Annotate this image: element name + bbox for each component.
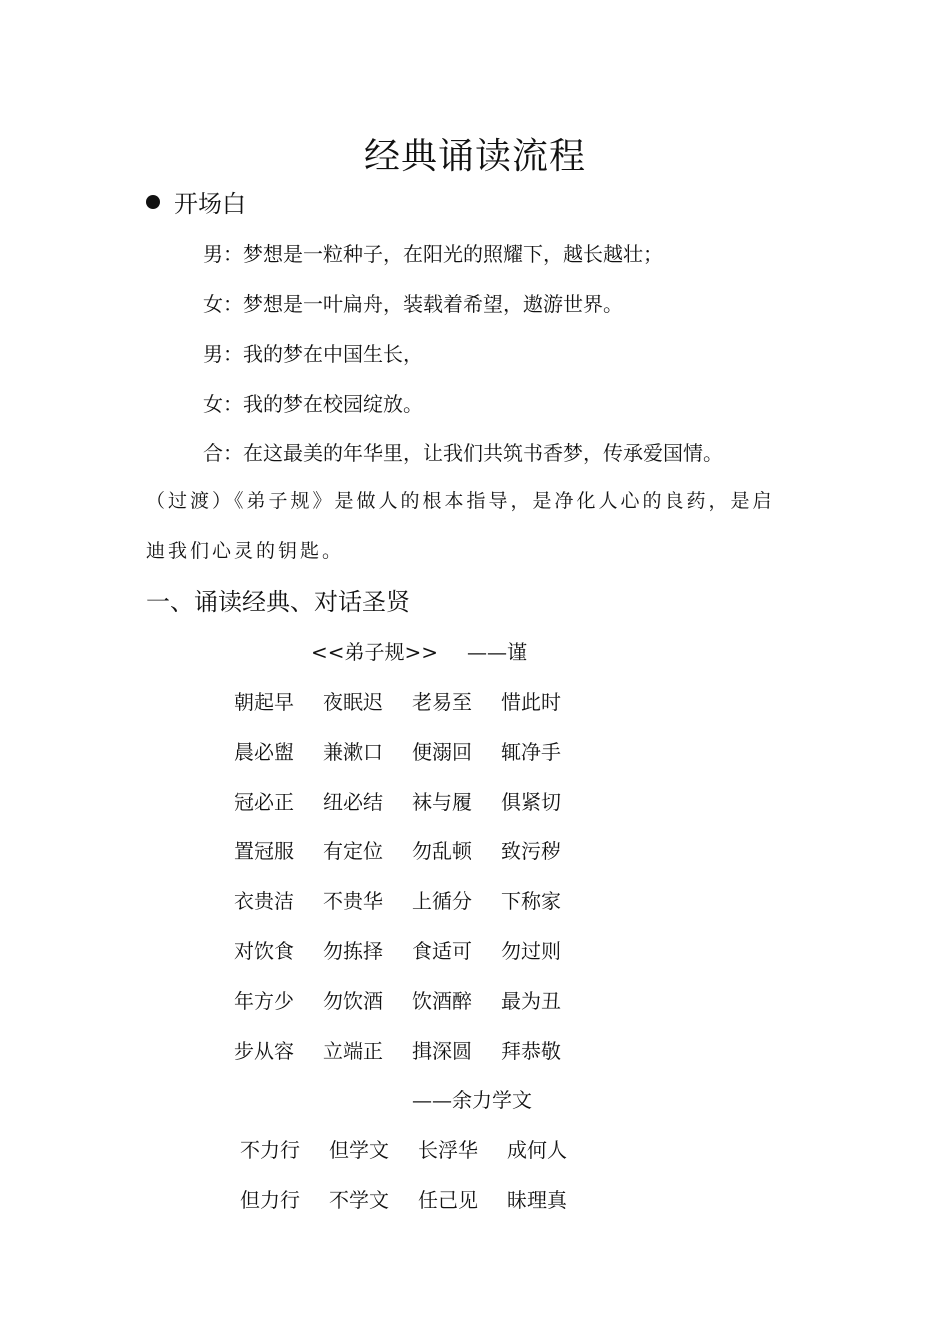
verse-phrase: 勿饮酒 — [323, 989, 383, 1013]
verse-phrase: 勿过则 — [501, 939, 561, 963]
verse-phrase: 兼漱口 — [323, 740, 383, 764]
verse-phrase: 上循分 — [412, 889, 472, 913]
verse-phrase: 成何人 — [507, 1138, 567, 1162]
chapter-heading: ——余力学文 — [412, 1088, 532, 1112]
verse-phrase: 致污秽 — [501, 839, 561, 863]
verse-phrase: 纽必结 — [323, 790, 383, 814]
opening-line: 女：梦想是一叶扁舟，装载着希望，遨游世界。 — [203, 292, 623, 316]
transition-line: （过渡）《弟子规》是做人的根本指导，是净化人心的良药，是启 — [146, 490, 775, 512]
verse-phrase: 有定位 — [323, 839, 383, 863]
transition-line: 迪我们心灵的钥匙。 — [146, 540, 345, 562]
bullet-icon — [146, 195, 160, 209]
opening-line: 男：我的梦在中国生长， — [203, 342, 423, 366]
verse-phrase: 惜此时 — [501, 690, 561, 714]
verse-phrase: 不学文 — [329, 1188, 389, 1212]
verse-phrase: 辄净手 — [501, 740, 561, 764]
verse-phrase: 置冠服 — [234, 839, 294, 863]
verse-phrase: 任己见 — [418, 1188, 478, 1212]
verse-row — [240, 1134, 596, 1163]
verse-phrase: 朝起早 — [234, 690, 294, 714]
verse-phrase: 勿乱顿 — [412, 839, 472, 863]
verse-phrase: 不力行 — [240, 1138, 300, 1162]
verse-phrase: 揖深圆 — [412, 1039, 472, 1063]
verse-phrase: 饮酒醉 — [412, 989, 472, 1013]
verse-phrase: 但力行 — [240, 1188, 300, 1212]
page-title: 经典诵读流程 — [363, 136, 586, 177]
verse-phrase: 步从容 — [234, 1039, 294, 1063]
verse-phrase: 立端正 — [323, 1039, 383, 1063]
verse-phrase: 袜与履 — [412, 790, 472, 814]
verse-phrase: 晨必盥 — [234, 740, 294, 764]
verse-phrase: 夜眠迟 — [323, 690, 383, 714]
verse-phrase: 长浮华 — [418, 1138, 478, 1162]
opening-line: 男：梦想是一粒种子，在阳光的照耀下，越长越壮； — [203, 242, 663, 266]
verse-phrase: 但学文 — [329, 1138, 389, 1162]
verse-row — [234, 686, 590, 715]
verse-phrase: 对饮食 — [234, 939, 294, 963]
opening-heading — [146, 184, 246, 219]
verse-phrase: 冠必正 — [234, 790, 294, 814]
opening-line: 女：我的梦在校园绽放。 — [203, 392, 423, 416]
verse-phrase: 食适可 — [412, 939, 472, 963]
verse-phrase: 昧理真 — [507, 1188, 567, 1212]
verse-phrase: 下称家 — [501, 889, 561, 913]
verse-row — [234, 736, 590, 765]
verse-row — [234, 1035, 590, 1064]
verse-row — [234, 885, 590, 914]
verse-phrase: 最为丑 — [501, 989, 561, 1013]
poem-title: <<弟子规>> — [311, 640, 439, 664]
verse-row — [234, 835, 590, 864]
verse-row — [234, 985, 590, 1014]
verse-phrase: 不贵华 — [323, 889, 383, 913]
verse-phrase: 俱紧切 — [501, 790, 561, 814]
verse-row — [234, 935, 590, 964]
chapter-heading: ——谨 — [467, 640, 527, 664]
opening-heading-text: 开场白 — [174, 190, 246, 218]
verse-phrase: 勿拣择 — [323, 939, 383, 963]
verse-row — [240, 1184, 596, 1213]
verse-row — [234, 786, 590, 815]
verse-phrase: 老易至 — [412, 690, 472, 714]
verse-phrase: 便溺回 — [412, 740, 472, 764]
opening-line: 合：在这最美的年华里，让我们共筑书香梦，传承爱国情。 — [203, 441, 723, 465]
verse-phrase: 衣贵洁 — [234, 889, 294, 913]
verse-phrase: 年方少 — [234, 989, 294, 1013]
section-heading: 一、诵读经典、对话圣贤 — [146, 588, 410, 616]
verse-phrase: 拜恭敬 — [501, 1039, 561, 1063]
